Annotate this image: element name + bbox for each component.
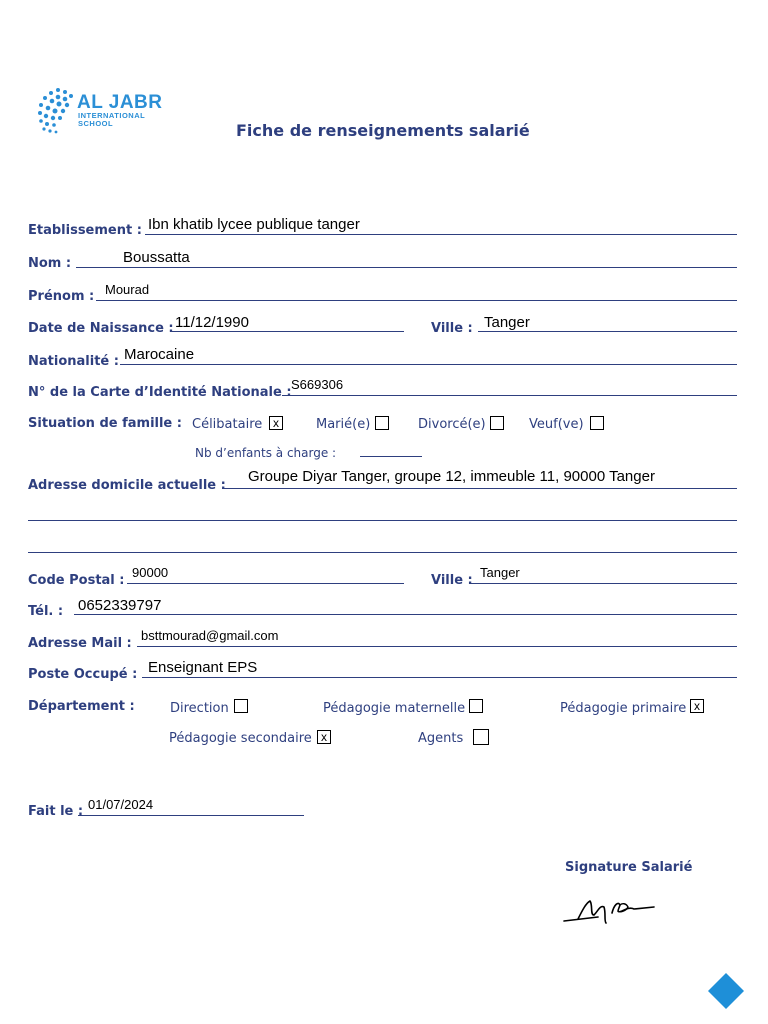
poste-line [142, 677, 737, 678]
fait-le-line [78, 815, 304, 816]
option-celibataire: Célibataire [192, 417, 263, 432]
checkbox-divorce[interactable] [490, 416, 504, 430]
nationalite-value[interactable]: Marocaine [124, 346, 195, 363]
school-logo [36, 86, 166, 142]
mail-value[interactable]: bsttmourad@gmail.com [141, 628, 279, 643]
option-primaire: Pédagogie primaire [560, 701, 687, 716]
fait-le-label: Fait le : [28, 804, 84, 819]
enfants-label: Nb d’enfants à charge : [195, 446, 337, 460]
cin-value[interactable]: S669306 [291, 377, 344, 392]
signature-image [560, 893, 660, 929]
ville-naissance-label: Ville : [431, 321, 473, 336]
checkbox-veuf[interactable] [590, 416, 604, 430]
checkbox-direction[interactable] [234, 699, 248, 713]
enfants-line[interactable] [360, 456, 422, 457]
nom-line [76, 267, 737, 268]
code-postal-label: Code Postal : [28, 573, 125, 588]
logo-text-sub2: SCHOOL [78, 119, 114, 128]
mail-line [137, 646, 737, 647]
poste-label: Poste Occupé : [28, 667, 138, 682]
date-naissance-line [172, 331, 404, 332]
nom-label: Nom : [28, 256, 72, 271]
option-direction: Direction [170, 701, 229, 716]
fait-le-value[interactable]: 01/07/2024 [88, 797, 154, 812]
ville-line [470, 583, 737, 584]
code-postal-value[interactable]: 90000 [132, 565, 169, 580]
tel-value[interactable]: 0652339797 [78, 597, 162, 614]
code-postal-line [127, 583, 404, 584]
prenom-label: Prénom : [28, 289, 95, 304]
departement-label: Département : [28, 699, 135, 714]
checkbox-agents[interactable] [473, 729, 489, 745]
etablissement-line [145, 234, 737, 235]
nom-value[interactable]: Boussatta [123, 249, 190, 266]
checkbox-maternelle[interactable] [469, 699, 483, 713]
etablissement-label: Etablissement : [28, 223, 142, 238]
option-secondaire: Pédagogie secondaire [169, 731, 312, 746]
checkbox-marie[interactable] [375, 416, 389, 430]
tel-label: Tél. : [28, 604, 64, 619]
ville-label: Ville : [431, 573, 473, 588]
checkbox-celibataire[interactable]: x [269, 416, 283, 430]
signature-label: Signature Salarié [565, 860, 693, 875]
adresse-label: Adresse domicile actuelle : [28, 478, 226, 493]
diamond-icon [707, 972, 745, 1010]
option-agents: Agents [418, 731, 464, 746]
adresse-value[interactable]: Groupe Diyar Tanger, groupe 12, immeuble 11, 90000 Tanger [248, 468, 655, 485]
nationalite-label: Nationalité : [28, 354, 119, 369]
adresse-line-3[interactable] [28, 552, 737, 553]
prenom-line [96, 300, 737, 301]
mail-label: Adresse Mail : [28, 636, 132, 651]
ville-naissance-line [478, 331, 737, 332]
prenom-value[interactable]: Mourad [105, 282, 150, 297]
option-veuf: Veuf(ve) [529, 417, 584, 432]
date-naissance-value[interactable]: 11/12/1990 [175, 314, 249, 331]
page-title: Fiche de renseignements salarié [236, 121, 530, 140]
poste-value[interactable]: Enseignant EPS [148, 659, 258, 676]
nationalite-line [120, 364, 737, 365]
ville-value[interactable]: Tanger [480, 565, 520, 580]
situation-label: Situation de famille : [28, 416, 182, 431]
tel-line [74, 614, 737, 615]
adresse-line-1 [222, 488, 737, 489]
option-maternelle: Pédagogie maternelle [323, 701, 466, 716]
logo-text-sub1: INTERNATIONAL [78, 111, 146, 120]
logo-text-main: AL JABR [77, 92, 163, 113]
option-marie: Marié(e) [316, 417, 371, 432]
checkbox-secondaire[interactable]: x [317, 730, 331, 744]
adresse-line-2[interactable] [28, 520, 737, 521]
ville-naissance-value[interactable]: Tanger [484, 314, 530, 331]
date-naissance-label: Date de Naissance : [28, 321, 174, 336]
cin-line [282, 395, 737, 396]
etablissement-value[interactable]: Ibn khatib lycee publique tanger [148, 216, 360, 233]
dotted-globe-icon [36, 86, 76, 138]
cin-label: N° de la Carte d’Identité Nationale : [28, 385, 292, 400]
checkbox-primaire[interactable]: x [690, 699, 704, 713]
option-divorce: Divorcé(e) [418, 417, 486, 432]
